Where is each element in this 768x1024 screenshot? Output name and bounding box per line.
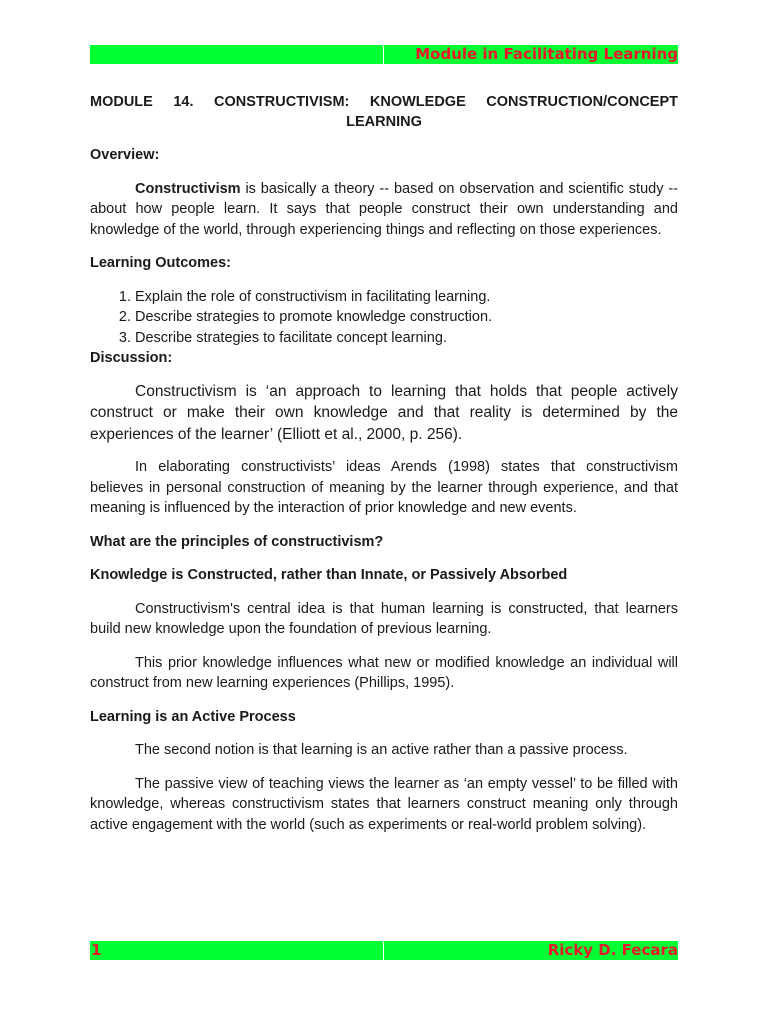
footer-band [90,941,678,960]
outcomes-list [90,287,678,349]
discussion-heading: Discussion: [90,350,173,366]
module-header-title: Module in Facilitating Learning [415,45,678,63]
module-title-line1: MODULE 14. CONSTRUCTIVISM: KNOWLEDGE CONSTRUCTION/CONCEPT [90,94,678,110]
section2-heading: Learning is an Active Process [90,708,296,725]
overview-paragraph [90,179,678,241]
header-band-left [90,45,384,64]
outcome-item: 3. Describe strategies to facilitate concept learning. [135,328,678,349]
footer-band-left [90,941,384,960]
section2-paragraph-2: The passive view of teaching views the learner as ‘an empty vessel’ to be filled with knowledge, whereas constructivism states that learners construct meaning only through active engagement with the world (such as experiments or real-world problem solving). [90,775,678,833]
overview-term: Constructivism [135,180,241,197]
section1-paragraph-1: Constructivism's central idea is that human learning is constructed, that learners build new knowledge upon the foundation of previous learning. [90,600,678,637]
discussion-paragraph-1: Constructivism is ‘an approach to learning that holds that people actively construct or make their own knowledge and that reality is determined by the experiences of the learner’ (Elliott et al., 2000, p. 256). [90,382,678,443]
header-band [90,45,678,64]
overview-text: is basically a theory -- based on observation and scientific study -- about how people learn. It says that people construct their own understanding and knowledge of the world, through experiencing things and reflecting on those experiences. [90,180,678,238]
module-title [90,92,678,132]
principles-heading: What are the principles of constructivism? [90,533,384,550]
section2-paragraph-1: The second notion is that learning is an active rather than a passive process. [135,742,628,758]
section1-heading: Knowledge is Constructed, rather than Innate, or Passively Absorbed [90,567,568,583]
page-number: 1 [91,941,102,959]
outcome-item: 2. Describe strategies to promote knowledge construction. [135,307,678,328]
overview-heading: Overview: [90,147,160,163]
outcomes-heading: Learning Outcomes: [90,255,231,271]
document-body [90,92,678,835]
section1-paragraph-2: This prior knowledge influences what new or modified knowledge an individual will construct from new learning experiences (Phillips, 1995). [90,654,678,691]
footer-author: Ricky D. Fecara [547,941,678,959]
footer-band-right [384,941,678,960]
header-band-right [384,45,678,64]
module-title-line2: LEARNING [346,114,422,130]
discussion-paragraph-2: In elaborating constructivists’ ideas Arends (1998) states that constructivism believes in personal construction of meaning by the learner through experience, and that meaning is influenced by the interaction of prior knowledge and new events. [90,459,678,516]
outcome-item: 1. Explain the role of constructivism in facilitating learning. [135,287,678,308]
